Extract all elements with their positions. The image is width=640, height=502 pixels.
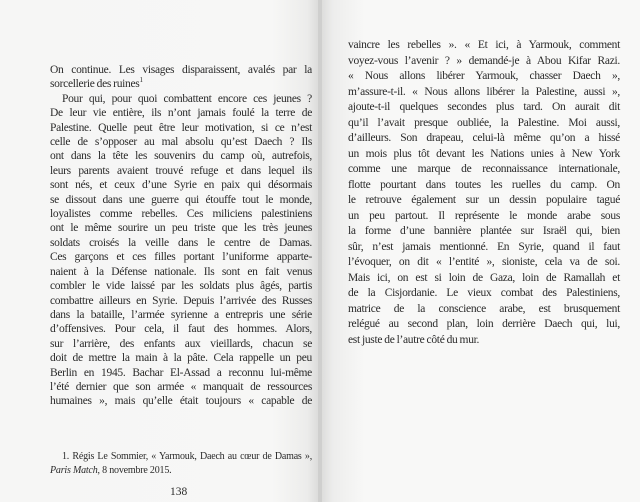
text-line (50, 121, 312, 135)
text-line-content: combattre ailleurs en Syrie. Depuis l’arrivée des Russes (50, 294, 312, 307)
text-line-content: sont nés, et ceux d’une Syrie en paix qui désormais (50, 179, 312, 192)
text-line (50, 236, 312, 250)
text-line (348, 178, 620, 194)
text-line-content: un mois plus tôt devant les Nations unies à New York (348, 147, 620, 160)
text-line (348, 302, 620, 318)
footnote-marker: 1 (139, 76, 143, 85)
text-line (348, 162, 620, 178)
footnote-line: 1. Régis Le Sommier, « Yarmouk, Daech au cœur de Damas », (62, 451, 312, 462)
text-line (348, 224, 620, 240)
text-line-content: l’été dernier que son armée « manquait de ressources (50, 380, 312, 393)
text-line-content: Ces garçons et ces filles portant l’uniforme apparte- (50, 251, 312, 264)
text-line-content: combler le vide laissé par les soldats plus âgés, partis (50, 280, 312, 293)
text-line-content: la forme d’une bannière plantée sur Israël qui, bien (348, 225, 620, 237)
text-line-content: Berlin en 1945. Bachar El-Assad a reconnu lui-même (50, 366, 312, 379)
text-line-content: Palestine. Quelle peut être leur motivation, si ce n’est (50, 121, 312, 134)
text-line-content: Pour qui, pour quoi combattent encore ces jeunes ? (62, 92, 312, 105)
text-line (50, 149, 312, 163)
text-line-content: naient à la Défense nationale. Ils sont en fait venus (50, 265, 312, 278)
text-line-content: ajoute-t-il quelques secondes plus tard. On aurait dit (348, 101, 620, 113)
text-line (348, 333, 620, 349)
text-line (50, 294, 312, 308)
text-line-content: de la Cisjordanie. Le vieux combat des Palestiniens, (348, 287, 620, 299)
text-line-content: comme une marque de reconnaissance internationale, (348, 163, 620, 175)
text-line (348, 85, 620, 101)
text-line (50, 221, 312, 235)
text-line-content: le retrouve également sur un dessin populaire tagué (348, 194, 620, 206)
text-line (50, 279, 312, 293)
text-line (348, 131, 620, 147)
text-line (50, 178, 312, 192)
text-line-content: humaines », mais qu’elle était toujours « capable de (50, 395, 312, 408)
text-line-content: d’ailleurs. Son drapeau, celui-là même qu’on a hissé (348, 132, 620, 144)
text-line-content: leurs parents avaient trouvé refuge et dans lequel ils (50, 164, 312, 177)
text-line-content: se dissout dans une guerre qui étouffe tout le monde, (50, 193, 312, 206)
text-line (348, 317, 620, 333)
text-line (50, 322, 312, 336)
text-line (50, 337, 312, 351)
text-line-content: dans la bataille, l’armée syrienne a entrepris une série (50, 308, 312, 321)
text-line (348, 147, 620, 163)
footnote (50, 450, 312, 478)
text-line-content: sur l’arrière, des enfants aux vieillards, chacun se (50, 337, 312, 350)
text-line-content: matrice de la conscience arabe, est brusquement (348, 302, 620, 315)
text-line (348, 271, 620, 287)
text-line (50, 193, 312, 207)
text-line-content: m’assure-t-il. « Nous allons libérer la Palestine, aussi », (348, 85, 620, 98)
right-page-body (348, 38, 620, 348)
text-line-content: d’offensives. Pour cela, il faut des hommes. Alors, (50, 323, 312, 336)
text-line-content: De leur vie entière, ils n’ont jamais foulé la terre de (50, 107, 312, 120)
text-line-content: qu’il l’avait presque oubliée, la Palestine. Moi aussi, (348, 116, 620, 129)
text-line (50, 164, 312, 178)
text-line-content: ont le même sourire un peu triste que les très jeunes (50, 222, 312, 235)
text-line-content: Mais ici, on est si loin de Gaza, loin de Ramallah et (348, 271, 620, 284)
right-page (320, 0, 640, 502)
text-line (348, 116, 620, 132)
footnote-source: Paris Match (50, 465, 98, 476)
text-line (348, 193, 620, 209)
text-line-content: ont dans la tête les souvenirs du camp où, autrefois, (50, 150, 312, 163)
text-line (50, 77, 312, 91)
text-line (50, 366, 312, 380)
text-line-content: loyalistes comme rebelles. Ces miliciens palestiniens (50, 208, 312, 221)
left-page-body (50, 63, 312, 409)
text-line-content: voyez-vous l’avenir ? » demandé-je à Abou Kifar Razi. (348, 54, 620, 67)
text-line-content: sorcellerie des ruines (50, 78, 140, 91)
text-line (348, 54, 620, 70)
text-line (348, 286, 620, 302)
text-line-content: l’évoquer, on dit « l’entité », sioniste, cela va de soi. (348, 256, 620, 268)
text-line (50, 207, 312, 221)
text-line-content: celle de s’opposer au mal absolu qu’est Daech ? Ils (50, 136, 312, 149)
text-line-content: un peu partout. Il représente le monde arabe sous (348, 209, 620, 222)
text-line-content: flotte pourtant dans toutes les ruelles du camp. On (348, 178, 620, 191)
text-line (50, 265, 312, 279)
text-line (50, 92, 312, 106)
text-line-content: sûr, n’est jamais mentionné. En Syrie, quand il faut (348, 240, 620, 253)
footnote-date: , 8 novembre 2015. (97, 465, 172, 476)
text-line (50, 394, 312, 408)
text-line (348, 69, 620, 85)
text-line (348, 255, 620, 271)
text-line (348, 209, 620, 225)
text-line (50, 351, 312, 365)
text-line-content: vaincre les rebelles ». « Et ici, à Yarmouk, comment (348, 39, 620, 51)
text-line (50, 308, 312, 322)
page-number: 138 (170, 486, 188, 498)
text-line (348, 240, 620, 256)
text-line-content: relégué au second plan, loin derrière Daech qui, lui, (348, 318, 620, 330)
text-line (348, 38, 620, 54)
text-line (50, 135, 312, 149)
text-line (50, 106, 312, 120)
text-line-content: est juste de l’autre côté du mur. (348, 333, 480, 346)
footnote-line (50, 464, 312, 478)
text-line (348, 100, 620, 116)
text-line-content: « Nous allons libérer Yarmouk, chasser Daech », (348, 70, 620, 82)
text-line (50, 63, 312, 77)
text-line-content: doit de mettre la main à la pâte. Cela rappelle un peu (50, 352, 312, 365)
text-line-content: On continue. Les visages disparaissent, avalés par la (50, 64, 312, 76)
text-line (50, 250, 312, 264)
text-line (50, 380, 312, 394)
text-line-content: soldats croisés la veille dans le centre de Damas. (50, 236, 312, 249)
book-gutter (318, 0, 322, 502)
